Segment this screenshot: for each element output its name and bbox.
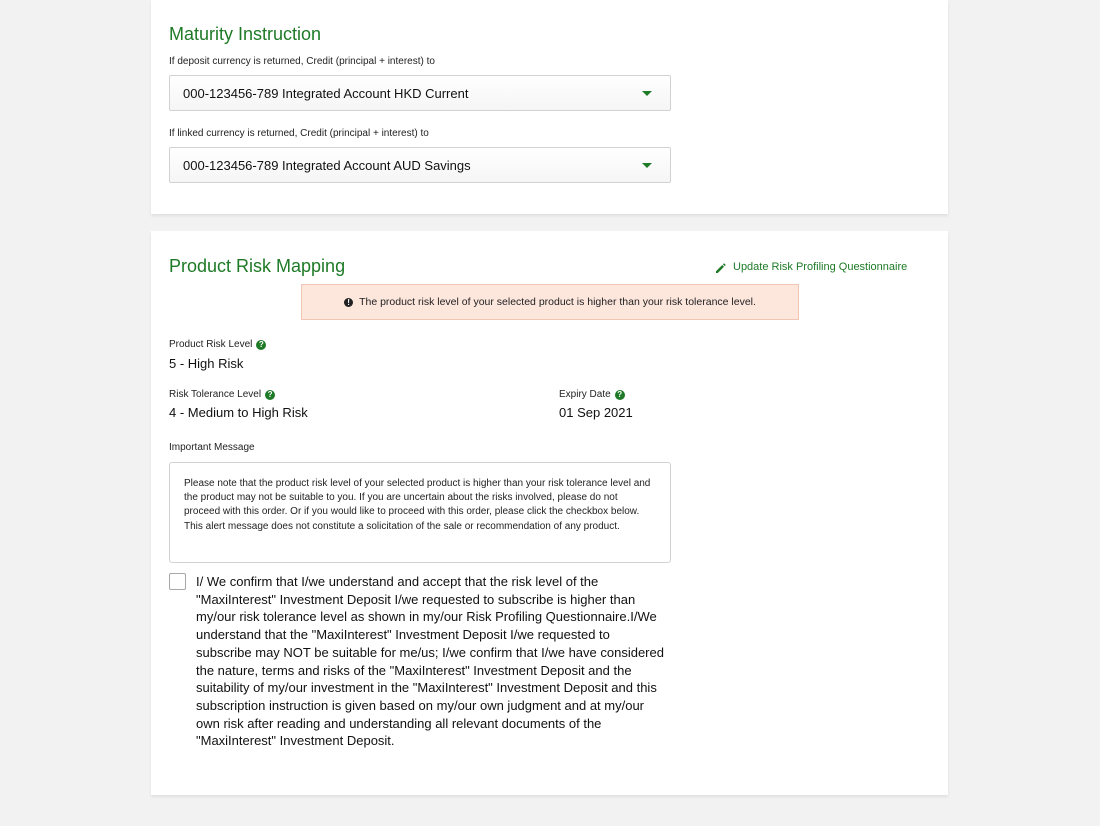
question-circle-icon[interactable]: ? (256, 340, 266, 350)
important-message-label: Important Message (169, 442, 255, 453)
risk-acceptance-text: I/ We confirm that I/we understand and accept that the risk level of the "MaxiInterest" Investment Deposit I/we requested to subscribe is higher than my/our risk tolerance level as shown in my/our Risk Profiling Questionnaire.I/We understand that the "MaxiInterest" Investment Deposit I/we requested to subscribe may NOT be suitable for me/us; I/we confirm that I/we have considered the nature, terms and risks of the "MaxiInterest" Investment Deposit and the suitability of my/our investment in the "MaxiInterest" Investment Deposit and this subscription instruction is given based on my/our own judgment and at my/our own risk after reading and understanding all relevant documents of the "MaxiInterest" Investment Deposit. (196, 574, 664, 749)
update-risk-questionnaire-label: Update Risk Profiling Questionnaire (733, 261, 908, 273)
chevron-down-icon (642, 163, 652, 168)
deposit-credit-account-select[interactable] (169, 75, 671, 111)
risk-alert-text: The product risk level of your selected product is higher than your risk tolerance level. (359, 296, 756, 308)
important-message-box: Please note that the product risk level of your selected product is higher than your risk tolerance level and the product may not be suitable to you. If you are uncertain about the risks involved, please do not proceed with this order. Or if you would like to proceed with this order, please click the checkbox below. This alert message does not constitute a solicitation of the sale or recommendation of any product. (169, 462, 671, 563)
chevron-down-icon (642, 91, 652, 96)
risk-acceptance-checkbox[interactable] (169, 573, 186, 590)
risk-tolerance-level-label-text: Risk Tolerance Level (169, 389, 262, 400)
product-risk-level-label (169, 339, 266, 351)
linked-credit-account-select[interactable] (169, 147, 671, 183)
product-risk-level-label-text: Product Risk Level (169, 339, 253, 350)
linked-credit-account-value: 000-123456-789 Integrated Account AUD Savings (183, 158, 471, 173)
maturity-section-title: Maturity Instruction (169, 24, 322, 44)
update-risk-questionnaire-link[interactable] (715, 261, 907, 274)
product-risk-level-value: 5 - High Risk (169, 356, 244, 371)
product-risk-mapping-card (151, 231, 948, 795)
expiry-date-label (559, 389, 625, 401)
exclamation-circle-icon: ! (344, 298, 353, 307)
risk-alert-banner (301, 284, 799, 320)
pencil-icon (715, 262, 727, 274)
question-circle-icon[interactable]: ? (615, 390, 625, 400)
risk-tolerance-level-label (169, 389, 275, 401)
expiry-date-value: 01 Sep 2021 (559, 405, 633, 420)
risk-section-title: Product Risk Mapping (169, 256, 346, 276)
risk-tolerance-level-value: 4 - Medium to High Risk (169, 405, 308, 420)
question-circle-icon[interactable]: ? (265, 390, 275, 400)
deposit-credit-account-value: 000-123456-789 Integrated Account HKD Current (183, 86, 469, 101)
deposit-currency-label: If deposit currency is returned, Credit (principal + interest) to (169, 56, 435, 67)
maturity-instruction-card (151, 0, 948, 214)
expiry-date-label-text: Expiry Date (559, 389, 611, 400)
linked-currency-label: If linked currency is returned, Credit (principal + interest) to (169, 128, 429, 139)
